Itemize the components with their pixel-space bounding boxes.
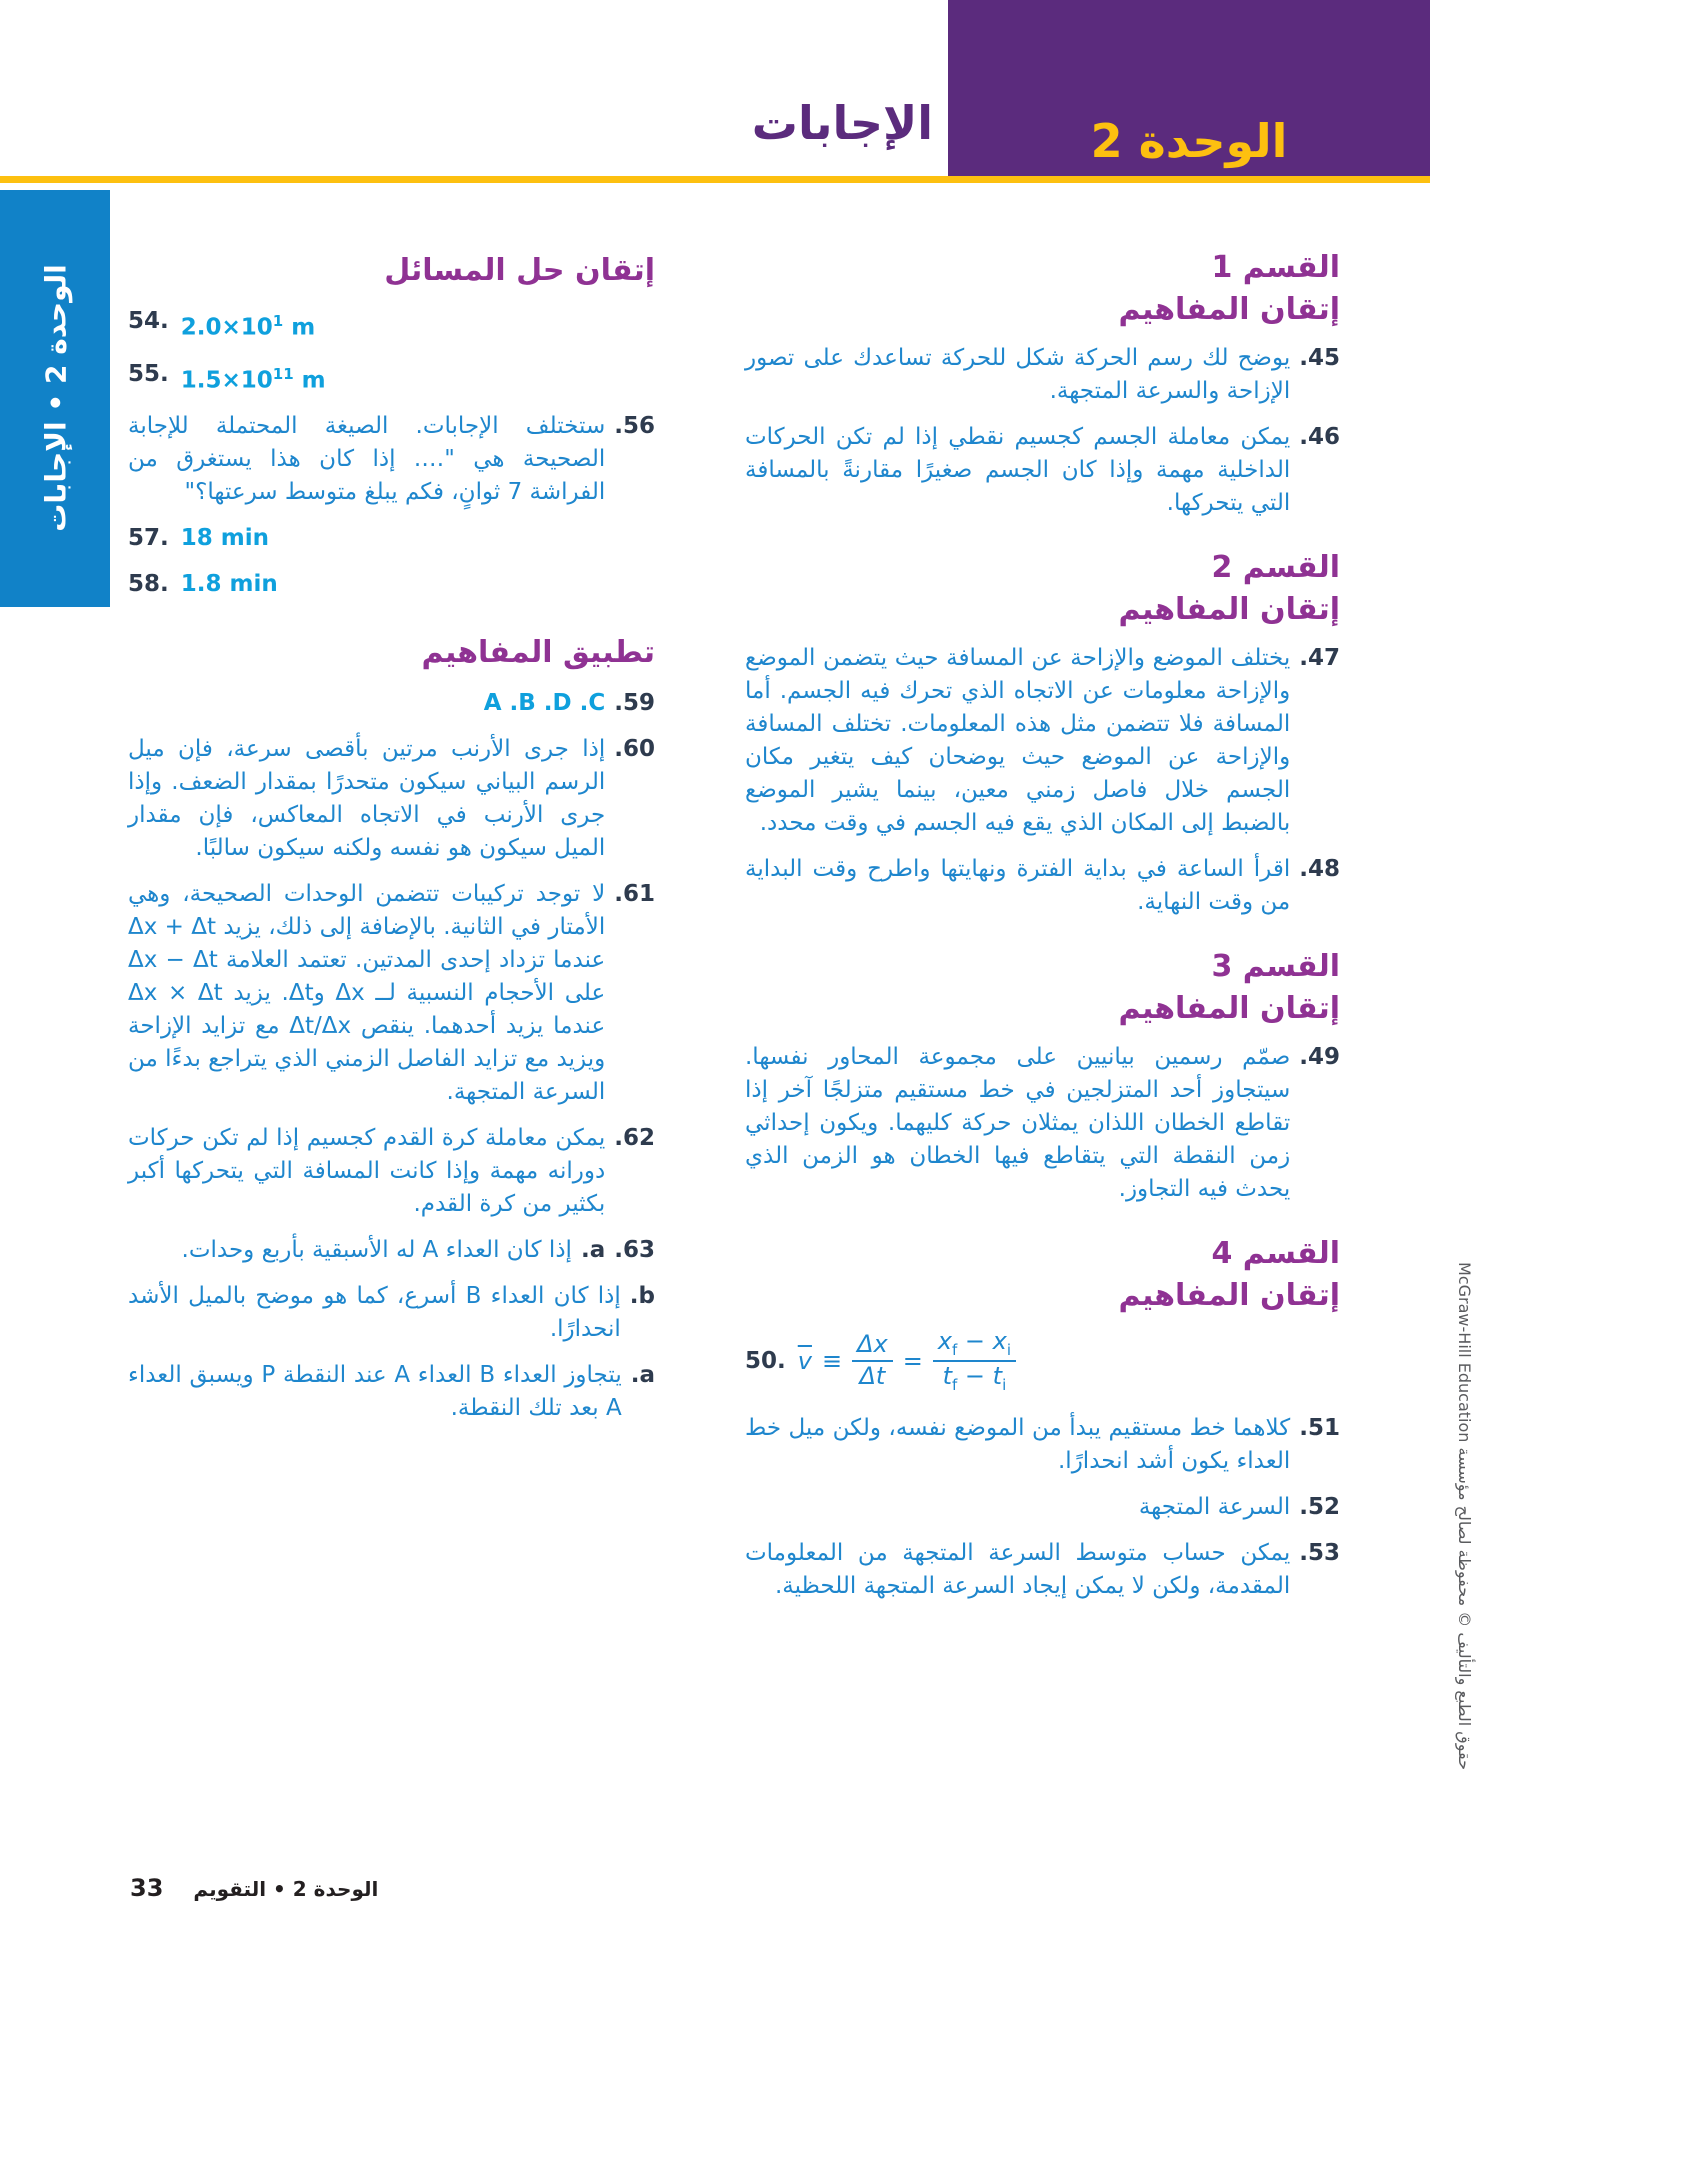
- answer-text: يمكن معاملة كرة القدم كجسيم إذا لم تكن حركات دورانه مهمة وإذا كانت المسافة التي يتحركها أكبر بكثير من كرة القدم.: [128, 1125, 606, 1218]
- item-number: 60.: [614, 736, 655, 763]
- average-velocity-formula: [798, 1328, 1016, 1394]
- item-number: 57.: [128, 525, 169, 552]
- answer-item-45: [745, 342, 1340, 408]
- answer-text: يمكن معاملة الجسم كجسيم نقطي إذا لم تكن الحركات الداخلية مهمة وإذا كان الجسم صغيرًا مقارنةً بالمسافة التي يتحركها.: [745, 424, 1291, 516]
- side-tab-label: الوحدة 2 • الإجابات: [39, 264, 72, 532]
- section-3: [745, 947, 1340, 1206]
- sub-item-label: a.: [630, 1362, 655, 1389]
- item-number: 58.: [128, 571, 169, 598]
- section-subtitle: إتقان المفاهيم: [1118, 991, 1340, 1026]
- answer-text: إذا كان العداء A له الأسبقية بأربع وحدات.: [181, 1237, 572, 1264]
- answer-value: 1.8 min: [180, 571, 278, 598]
- sub-item-label: a.: [580, 1237, 606, 1264]
- footer-label: الوحدة 2 • التقويم: [193, 1877, 379, 1901]
- v-bar-symbol: $\overline{v}$: [797, 1346, 812, 1375]
- answer-item-53: [745, 1537, 1340, 1603]
- item-number: 56.: [614, 413, 655, 440]
- answer-text: لا توجد تركيبات تتضمن الوحدات الصحيحة، وهي الأمتار في الثانية. بالإضافة إلى ذلك، يزيد Δx + Δt عندما تزداد إحدى المدتين. تعتمد العلامة Δx − Δt على الأحجام النسبية لــ Δx وΔt. يزيد Δx × Δt عندما يزيد أحدهما. ينقص Δt/Δx مع تزايد الإزاحة ويزيد مع تزايد الفاصل الزمني الذي يتراجع بدءًا من السرعة المتجهة.: [128, 881, 606, 1106]
- answer-text: يختلف الموضع والإزاحة عن المسافة حيث يتضمن الموضع والإزاحة معلومات عن الاتجاه الذي تحرك فيه الجسم. أما المسافة فلا تتضمن مثل هذه المعلومات. تختلف المسافة والإزاحة عن الموضع حيث يوضحان كيف يتغير مكان الجسم خلال فاصل زمني معين، بينما يشير الموضع بالضبط إلى المكان الذي يقع فيه الجسم في وقت محدد.: [745, 645, 1291, 836]
- answer-item-50: [745, 1328, 1340, 1394]
- answer-item-63a2: [128, 1359, 655, 1425]
- answer-item-47: [745, 642, 1340, 840]
- answer-item-49: [745, 1041, 1340, 1206]
- concepts-heading: تطبيق المفاهيم: [421, 635, 655, 671]
- item-number: 59.: [614, 690, 655, 717]
- delta-x-over-delta-t: $\frac{\Delta x}{\Delta t}$: [852, 1331, 893, 1390]
- answer-text: يمكن حساب متوسط السرعة المتجهة من المعلومات المقدمة، ولكن لا يمكن إيجاد السرعة المتجهة اللحظية.: [745, 1540, 1291, 1600]
- answer-item-55: [128, 358, 655, 398]
- item-number: 55.: [128, 360, 169, 387]
- section-title: القسم 4: [1211, 1236, 1340, 1271]
- answer-text: كلاهما خط مستقيم يبدأ من الموضع نفسه، ولكن ميل خط العداء يكون أشد انحدارًا.: [745, 1415, 1291, 1475]
- item-number: 52.: [1299, 1494, 1340, 1521]
- section-title: القسم 1: [1211, 250, 1340, 285]
- answer-text: اقرأ الساعة في بداية الفترة ونهايتها واطرح وقت البداية من وقت النهاية.: [745, 856, 1291, 915]
- copyright-sidebar: [1454, 1241, 1476, 1791]
- item-number: 63.: [614, 1237, 655, 1264]
- answer-text: صمّم رسمين بيانيين على مجموعة المحاور نفسها. سيتجاوز أحد المتزلجين في خط مستقيم متزلجًا آخر إذا تقاطع الخطان اللذان يمثلان حركة كليهما. ويكون إحداثي زمن النقطة التي يتقاطع فيها الخطان هو الزمن الذي يحدث فيه التجاوز.: [745, 1044, 1291, 1202]
- answer-text: السرعة المتجهة: [1138, 1494, 1291, 1521]
- answer-value: 18 min: [180, 525, 269, 552]
- answer-value: $2.0\times 10^1$ m: [180, 312, 316, 341]
- answers-column-left: [128, 251, 655, 1438]
- answer-value: A .B .D .C: [483, 690, 606, 717]
- section-subtitle: إتقان المفاهيم: [1118, 292, 1340, 327]
- item-number: 51.: [1299, 1415, 1340, 1442]
- answer-item-52: [745, 1491, 1340, 1524]
- answer-item-58: [128, 568, 655, 601]
- item-number: 54.: [128, 308, 169, 334]
- answer-item-48: [745, 853, 1340, 919]
- item-number: 53.: [1299, 1540, 1340, 1567]
- sub-item-label: b.: [629, 1283, 655, 1310]
- answer-value: $1.5\times 10^{11}$ m: [180, 364, 326, 394]
- page-title: الإجابات: [751, 96, 933, 150]
- section-title: القسم 3: [1211, 949, 1340, 984]
- item-number: 49.: [1299, 1044, 1340, 1070]
- item-number: 50.: [745, 1347, 786, 1374]
- section-subtitle: إتقان المفاهيم: [1118, 1278, 1340, 1313]
- section-4: [745, 1234, 1340, 1603]
- equiv-operator: ≡: [821, 1346, 843, 1375]
- answer-text: [128, 687, 605, 720]
- unit-banner: [948, 0, 1430, 176]
- answer-item-63a: [128, 1234, 655, 1267]
- item-number: 47.: [1299, 645, 1340, 671]
- page-number: 33: [130, 1874, 164, 1902]
- section-2: [745, 548, 1340, 919]
- answers-column-right: [745, 248, 1340, 1631]
- answer-item-62: [128, 1122, 655, 1221]
- answer-item-60: [128, 733, 655, 865]
- side-tab-label-wrap: [36, 190, 76, 607]
- answer-text: إذا كان العداء B أسرع، كما هو موضح بالميل الأشد انحدارًا.: [128, 1283, 621, 1343]
- header-rule: [0, 176, 1430, 183]
- item-number: 61.: [614, 881, 655, 908]
- answer-item-61: [128, 878, 655, 1109]
- answer-text: يوضح لك رسم الحركة شكل للحركة تساعدك على تصور الإزاحة والسرعة المتجهة.: [745, 345, 1291, 404]
- unit-label: الوحدة 2: [1090, 114, 1288, 168]
- problems-heading: إتقان حل المسائل: [384, 253, 655, 288]
- answer-item-63b: [128, 1280, 655, 1346]
- xf-xi-over-tf-ti: $\frac{x_f - x_i}{t_f - t_i}$: [933, 1328, 1016, 1394]
- answer-item-56: [128, 410, 655, 509]
- answer-item-59: [128, 687, 655, 720]
- item-number: 45.: [1299, 345, 1340, 371]
- answer-item-57: [128, 522, 655, 555]
- answer-item-51: [745, 1412, 1340, 1478]
- answer-text: يتجاوز العداء B العداء A عند النقطة P ويسبق العداء A بعد تلك النقطة.: [128, 1362, 622, 1422]
- item-number: 62.: [614, 1125, 655, 1152]
- answer-text: ستختلف الإجابات. الصيغة المحتملة للإجابة الصحيحة هي "…. إذا كان هذا يستغرق من الفراشة 7 ثوانٍ، فكم يبلغ متوسط سرعتها؟": [128, 413, 606, 506]
- section-1: [745, 248, 1340, 520]
- section-title: القسم 2: [1211, 550, 1340, 585]
- equals-operator: =: [902, 1346, 923, 1375]
- answer-text: إذا جرى الأرنب مرتين بأقصى سرعة، فإن ميل الرسم البياني سيكون متحدرًا بمقدار الضعف. وإذا جرى الأرنب في الاتجاه المعاكس، فإن مقدار الميل سيكون هو نفسه ولكنه سيكون سالبًا.: [128, 736, 606, 862]
- item-number: 48.: [1299, 856, 1340, 882]
- answer-item-54: [128, 305, 655, 345]
- item-number: 46.: [1299, 424, 1340, 450]
- section-subtitle: إتقان المفاهيم: [1118, 592, 1340, 627]
- page-footer: [130, 1874, 378, 1902]
- copyright-text: حقوق الطبع والتأليف © محفوظة لصالح مؤسسة McGraw-Hill Education: [1455, 1262, 1475, 1770]
- answer-item-46: [745, 421, 1340, 520]
